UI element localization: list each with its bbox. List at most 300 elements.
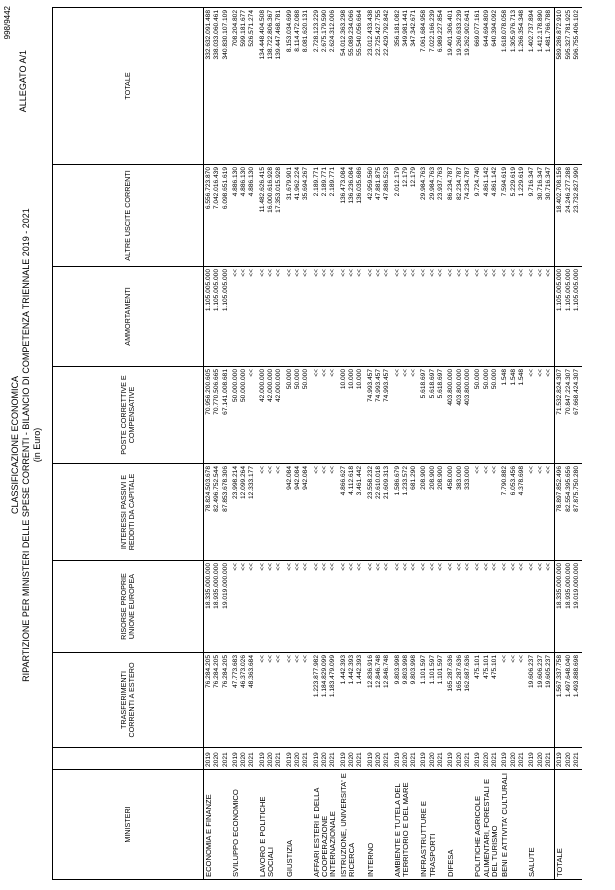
amount: << [258, 269, 266, 277]
amount: << [501, 563, 509, 571]
amount: 8.081.620.131 [302, 10, 310, 53]
year-value: 2019 [447, 752, 455, 767]
amount: 19.605.237 [544, 655, 552, 689]
amount: 9.803.998 [401, 655, 409, 685]
amount: 17.353.015.928 [275, 167, 283, 213]
amount: << [509, 655, 517, 663]
value-cell [312, 8, 339, 165]
amount: << [312, 563, 320, 571]
year-value: 2020 [240, 752, 248, 767]
year-value: 2019 [393, 752, 401, 767]
value-cell [258, 464, 285, 561]
amount: 4.861.142 [490, 167, 498, 197]
amount: 162.687.636 [463, 655, 471, 692]
amount: << [329, 563, 337, 571]
value-cell [312, 464, 339, 561]
amount: << [275, 466, 283, 474]
amount: 1.101.597 [420, 655, 428, 685]
amount: 1.586.679 [393, 466, 401, 496]
value-cell [393, 561, 420, 653]
amount: 138.722.806.367 [267, 10, 275, 60]
amount: 1.105.005.000 [564, 269, 572, 312]
amount: 1.105.005.000 [205, 269, 212, 312]
amount: 74.993.457 [374, 369, 382, 403]
amount: << [267, 269, 275, 277]
amount: 139.447.468.781 [275, 10, 283, 60]
amount: 2.728.123.229 [312, 10, 320, 53]
amount: << [536, 269, 544, 277]
amount: 19.019.000.000 [221, 563, 229, 609]
year-value: 2019 [366, 752, 374, 767]
amount: 30.716.347 [536, 167, 544, 201]
year-cell [446, 748, 473, 770]
amount: << [302, 655, 310, 663]
amount: 1.233.572 [401, 466, 409, 496]
amount: 2.189.771 [312, 167, 320, 197]
value-cell [312, 367, 339, 464]
year-value: 2021 [572, 752, 580, 767]
value-cell [555, 561, 582, 653]
year-value: 2021 [248, 752, 256, 767]
amount: << [320, 369, 328, 377]
amount: << [437, 563, 445, 571]
ministry-name: LAVORO E POLITICHE SOCIALI [258, 770, 285, 880]
page-code: 998/9442 [3, 6, 12, 40]
year-cell [312, 748, 339, 770]
column-header: MINISTERI [53, 770, 204, 880]
amount: << [267, 563, 275, 571]
value-cell [204, 653, 231, 748]
value-cell [500, 653, 527, 748]
value-cell [285, 653, 312, 748]
amount: 1.105.005.000 [213, 269, 221, 312]
amount: 1.442.393 [348, 655, 356, 685]
amount: 70.770.506.665 [213, 369, 221, 415]
amount: 1.567.337.758 [556, 655, 564, 698]
amount: << [410, 369, 418, 377]
year-value: 2021 [437, 752, 445, 767]
amount: << [320, 269, 328, 277]
value-cell [419, 464, 446, 561]
amount: 599.181.677 [240, 10, 248, 47]
amount: 1.101.597 [437, 655, 445, 685]
amount: 67.668.424.307 [572, 369, 580, 415]
amount: 1.481.766.788 [544, 10, 552, 53]
amount: 4.886.130 [248, 167, 256, 197]
amount: << [374, 563, 382, 571]
year-value: 2020 [455, 752, 463, 767]
amount: << [258, 655, 266, 663]
expense-table [52, 7, 582, 880]
value-cell [500, 165, 527, 267]
year-value: 2020 [564, 752, 572, 767]
amount: << [474, 563, 482, 571]
amount: 86.234.787 [447, 167, 455, 201]
value-cell [473, 8, 500, 165]
amount: << [518, 269, 526, 277]
amount: << [490, 563, 498, 571]
amount: 71.532.824.307 [556, 369, 564, 415]
amount: 48.363.684 [248, 655, 256, 689]
amount: 589.286.872.910 [556, 10, 564, 60]
ministry-name: BENI E ATTIVITA' CULTURALI [500, 770, 527, 880]
amount: 6.098.651.619 [221, 167, 229, 210]
amount: 50.000 [293, 369, 301, 390]
value-cell [419, 367, 446, 464]
amount: << [501, 269, 509, 277]
ministry-row [366, 8, 393, 880]
value-cell [473, 165, 500, 267]
year-cell [393, 748, 420, 770]
value-cell [393, 464, 420, 561]
amount: << [536, 369, 544, 377]
amount: 1.442.393 [356, 655, 364, 685]
amount: << [518, 655, 526, 663]
value-cell [473, 267, 500, 367]
amount: << [285, 563, 293, 571]
amount: 4.861.142 [482, 167, 490, 197]
value-cell [204, 561, 231, 653]
value-cell [473, 367, 500, 464]
value-cell [500, 8, 527, 165]
value-cell [419, 653, 446, 748]
amount: 403.800.000 [463, 369, 471, 406]
amount: << [329, 466, 337, 474]
value-cell [366, 653, 393, 748]
column-header: POSTE CORRETTIVE E COMPENSATIVE [53, 367, 204, 464]
year-value: 2021 [221, 752, 229, 767]
amount: 640.394.092 [490, 10, 498, 47]
amount: 4.886.130 [240, 167, 248, 197]
year-value: 2019 [258, 752, 266, 767]
year-value: 2019 [556, 752, 564, 767]
value-cell [339, 653, 366, 748]
value-cell [555, 464, 582, 561]
value-cell [555, 165, 582, 267]
amount: << [374, 269, 382, 277]
year-value: 2019 [205, 752, 212, 767]
value-cell [231, 367, 258, 464]
value-cell [393, 367, 420, 464]
amount: << [348, 269, 356, 277]
amount: << [293, 563, 301, 571]
amount: 19.262.902.641 [463, 10, 471, 56]
value-cell [312, 267, 339, 367]
amount: 7.061.684.958 [420, 10, 428, 53]
value-cell [339, 8, 366, 165]
amount: 4.378.698 [518, 466, 526, 496]
ministry-row [500, 8, 527, 880]
value-cell [366, 464, 393, 561]
amount: << [428, 269, 436, 277]
amount: << [410, 269, 418, 277]
value-cell [555, 367, 582, 464]
value-cell [285, 267, 312, 367]
amount: 4.886.130 [231, 167, 239, 197]
amount: 4.112.618 [348, 466, 356, 495]
value-cell [393, 8, 420, 165]
amount: << [329, 369, 337, 377]
amount: << [544, 466, 552, 474]
column-header: TOTALE [53, 8, 204, 165]
ministry-row [527, 8, 554, 880]
year-value: 2019 [420, 752, 428, 767]
value-cell [204, 464, 231, 561]
amount: << [401, 369, 409, 377]
amount: 136.035.686 [356, 167, 364, 204]
amount: 70.956.200.605 [205, 369, 212, 415]
value-cell [339, 367, 366, 464]
amount: 74.234.787 [463, 167, 471, 201]
amount: 50.000 [490, 369, 498, 390]
value-cell [339, 267, 366, 367]
column-header: RISORSE PROPRIE UNIONE EUROPEA [53, 561, 204, 653]
value-cell [339, 561, 366, 653]
amount: << [401, 269, 409, 277]
year-value: 2020 [428, 752, 436, 767]
amount: 942.084 [293, 466, 301, 490]
amount: 7.594.619 [501, 167, 509, 197]
value-cell [393, 165, 420, 267]
year-value: 2019 [474, 752, 482, 767]
amount: 10.000 [356, 369, 364, 390]
amount: << [258, 563, 266, 571]
ministry-row [312, 8, 339, 880]
year-value: 2020 [374, 752, 382, 767]
amount: << [383, 563, 391, 571]
amount: 475.101 [490, 655, 498, 679]
ministry-row [473, 8, 500, 880]
amount: 78.897.852.496 [556, 466, 564, 512]
amount: << [528, 466, 536, 474]
amount: 23.012.433.438 [366, 10, 374, 56]
amount: << [248, 563, 256, 571]
amount: 403.800.000 [447, 369, 455, 406]
year-value: 2019 [528, 752, 536, 767]
amount: << [366, 269, 374, 277]
amount: 22.610.018 [374, 466, 382, 500]
amount: << [248, 269, 256, 277]
value-cell [204, 267, 231, 367]
year-value: 2019 [501, 752, 509, 767]
amount: << [302, 563, 310, 571]
amount: 8.153.034.699 [285, 10, 293, 53]
year-cell [419, 748, 446, 770]
amount: << [447, 563, 455, 571]
amount: 5.618.697 [428, 369, 436, 399]
amount: 7.042.016.439 [213, 167, 221, 210]
value-cell [258, 561, 285, 653]
amount: 50.000 [302, 369, 310, 390]
amount: << [329, 269, 337, 277]
amount: 475.101 [474, 655, 482, 679]
year-value: 2021 [302, 752, 310, 767]
amount: 136.473.084 [339, 167, 347, 204]
amount: 18.335.000.000 [205, 563, 212, 609]
amount: 208.900 [428, 466, 436, 490]
table-header [53, 8, 204, 880]
amount: << [490, 466, 498, 474]
amount: 18.335.000.000 [556, 563, 564, 609]
value-cell [527, 464, 554, 561]
amount: 7.022.166.239 [428, 10, 436, 53]
amount: 1.412.178.890 [536, 10, 544, 53]
amount: << [383, 269, 391, 277]
amount: 3.461.442 [356, 466, 364, 496]
amount: 50.000.000 [231, 369, 239, 403]
amount: 12.179 [410, 167, 418, 188]
title-unit: (in Euro) [32, 427, 42, 463]
amount: << [302, 269, 310, 277]
amount: << [339, 563, 347, 571]
amount: 30.716.347 [544, 167, 552, 201]
year-value: 2020 [267, 752, 275, 767]
amount: 332.632.091.488 [205, 10, 212, 60]
ministry-name: GIUSTIZIA [285, 770, 312, 880]
value-cell [527, 561, 554, 653]
amount: 54.012.363.298 [339, 10, 347, 56]
column-header [53, 748, 204, 770]
amount: 87.875.750.280 [572, 466, 580, 512]
amount: << [348, 563, 356, 571]
value-cell [312, 653, 339, 748]
amount: << [482, 563, 490, 571]
amount: << [420, 269, 428, 277]
amount: 55.540.056.664 [356, 10, 364, 56]
ministry-name: ECONOMIA E FINANZE [204, 770, 231, 880]
value-cell [366, 8, 393, 165]
value-cell [473, 561, 500, 653]
amount: 21.609.313 [383, 466, 391, 500]
amount: 42.000.000 [258, 369, 266, 403]
value-cell [258, 653, 285, 748]
year-cell [500, 748, 527, 770]
amount: 1.548 [501, 369, 509, 386]
amount: 82.496.752.544 [213, 466, 221, 512]
amount: << [518, 563, 526, 571]
value-cell [231, 8, 258, 165]
amount: 76.284.205 [205, 655, 212, 689]
value-cell [258, 367, 285, 464]
amount: 403.800.000 [455, 369, 463, 406]
amount: << [312, 466, 320, 474]
amount: 12.846.748 [374, 655, 382, 689]
amount: << [544, 269, 552, 277]
amount: << [285, 269, 293, 277]
amount: 1.548 [518, 369, 526, 386]
amount: 349.981.441 [401, 10, 409, 47]
value-cell [312, 561, 339, 653]
amount: << [366, 563, 374, 571]
value-cell [339, 165, 366, 267]
value-cell [204, 165, 231, 267]
amount: 19.019.000.000 [572, 563, 580, 609]
amount: << [267, 655, 275, 663]
amount: 76.284.205 [213, 655, 221, 689]
amount: << [393, 563, 401, 571]
amount: 50.000 [474, 369, 482, 390]
amount: 5.618.697 [437, 369, 445, 399]
year-value: 2019 [285, 752, 293, 767]
amount: << [528, 369, 536, 377]
value-cell [446, 464, 473, 561]
amount: 1.618.078.058 [501, 10, 509, 53]
amount: 82.234.787 [455, 167, 463, 201]
value-cell [231, 267, 258, 367]
value-cell [258, 267, 285, 367]
amount: 67.141.008.681 [221, 369, 229, 415]
amount: 208.900 [437, 466, 445, 490]
year-value: 2019 [339, 752, 347, 767]
amount: 9.803.998 [410, 655, 418, 685]
year-cell [339, 748, 366, 770]
column-header: TRASFERIMENTI CORRENTI A ESTERO [53, 653, 204, 748]
value-cell [231, 653, 258, 748]
amount: 475.101 [482, 655, 490, 679]
value-cell [393, 267, 420, 367]
year-value: 2021 [356, 752, 364, 767]
amount: 18.402.708.156 [556, 167, 564, 213]
amount: 47.773.683 [231, 655, 239, 689]
amount: 4.866.627 [339, 466, 347, 496]
year-cell [231, 748, 258, 770]
amount: 74.993.457 [383, 369, 391, 403]
amount: 50.000 [482, 369, 490, 390]
amount: 50.000.000 [240, 369, 248, 403]
ministry-row [393, 8, 420, 880]
amount: 1.105.005.000 [572, 269, 580, 312]
amount: << [463, 563, 471, 571]
value-cell [231, 165, 258, 267]
amount: 19.606.237 [528, 655, 536, 689]
ministry-name: SALUTE [527, 770, 554, 880]
amount: 9.716.347 [528, 167, 536, 197]
value-cell [339, 464, 366, 561]
value-cell [258, 165, 285, 267]
amount: << [275, 655, 283, 663]
annex-label: ALLEGATO A/1 [18, 50, 28, 113]
amount: 165.287.636 [447, 655, 455, 692]
amount: 19.260.633.239 [455, 10, 463, 56]
amount: 12.333.177 [248, 466, 256, 500]
amount: << [267, 466, 275, 474]
amount: << [544, 369, 552, 377]
amount: 24.246.277.288 [564, 167, 572, 213]
amount: << [536, 563, 544, 571]
amount: 35.694.267 [302, 167, 310, 201]
amount: 6.989.227.854 [437, 10, 445, 53]
ministry-row [204, 8, 231, 880]
year-value: 2020 [348, 752, 356, 767]
amount: << [312, 269, 320, 277]
value-cell [258, 8, 285, 165]
column-header: AMMORTAMENTI [53, 267, 204, 367]
report-title [10, 0, 43, 890]
amount: 5.618.697 [420, 369, 428, 399]
value-cell [419, 561, 446, 653]
amount: << [474, 466, 482, 474]
amount: << [447, 269, 455, 277]
amount: << [509, 269, 517, 277]
amount: << [293, 269, 301, 277]
amount: 644.694.809 [482, 10, 490, 47]
value-cell [527, 165, 554, 267]
year-value: 2019 [231, 752, 239, 767]
value-cell [527, 8, 554, 165]
value-cell [231, 464, 258, 561]
amount: 47.881.875 [374, 167, 382, 201]
ministry-row [446, 8, 473, 880]
